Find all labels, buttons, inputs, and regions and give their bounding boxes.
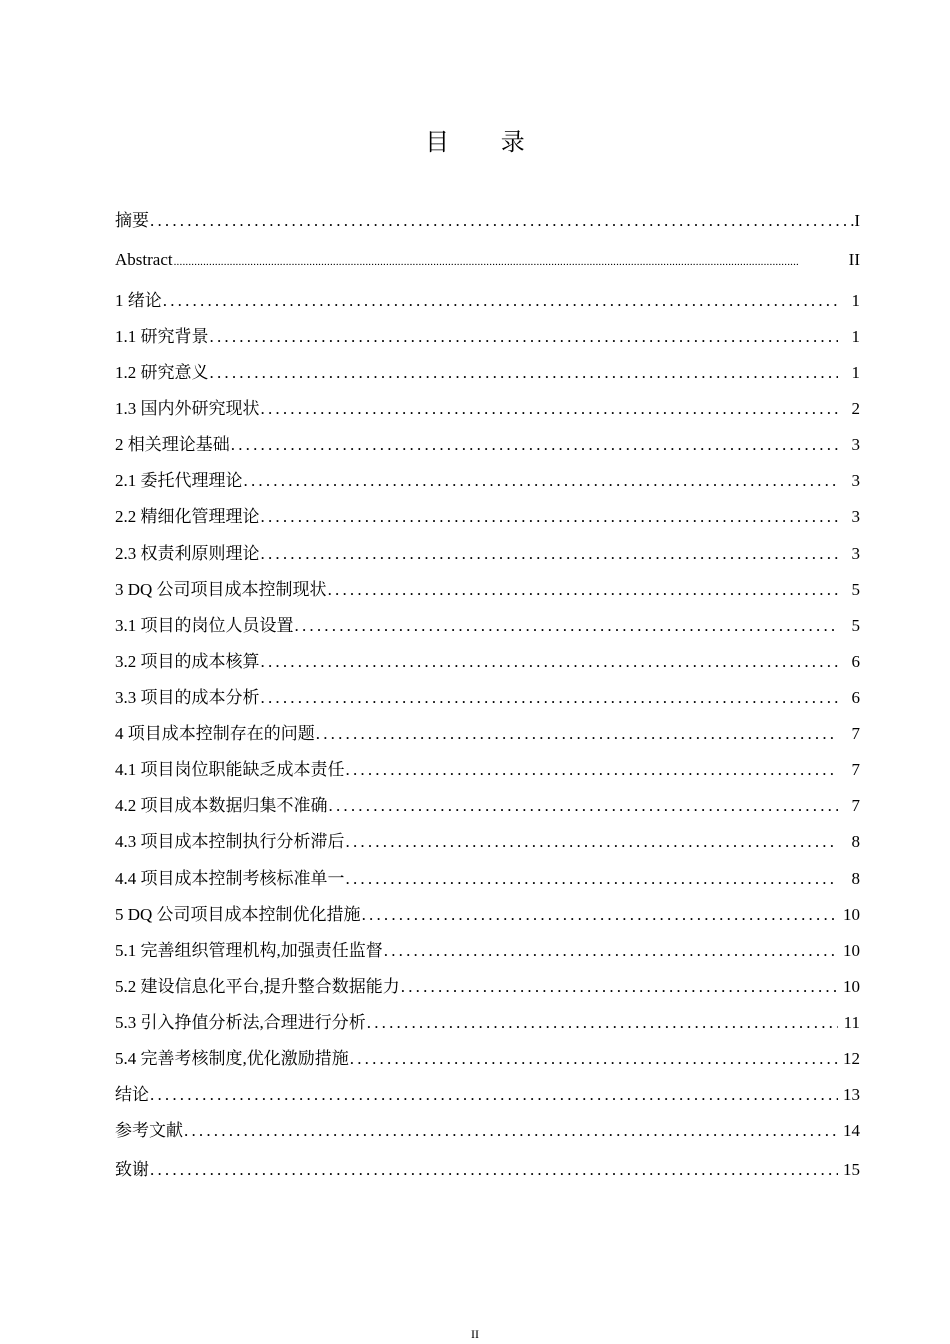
toc-entry-label: 3.2 项目的成本核算 xyxy=(115,652,260,671)
toc-leader xyxy=(163,291,838,311)
toc-entry[interactable] xyxy=(115,322,860,350)
toc-leader xyxy=(401,977,838,997)
toc-entry-page: II xyxy=(848,250,860,269)
toc-entry[interactable] xyxy=(115,250,860,278)
toc-leader xyxy=(261,652,839,672)
toc-leader xyxy=(328,580,838,600)
toc-entry[interactable] xyxy=(115,394,860,422)
toc-entry[interactable] xyxy=(115,864,860,892)
toc-entry-page: 3 xyxy=(851,471,860,490)
toc-entry[interactable] xyxy=(115,1044,860,1072)
toc-entry-page: 11 xyxy=(843,1013,860,1032)
toc-leader xyxy=(350,1049,838,1069)
toc-entry-label: 结论 xyxy=(115,1085,149,1104)
toc-entry[interactable] xyxy=(115,539,860,567)
toc-entry-page: 15 xyxy=(843,1160,860,1179)
toc-entry-label: 5.4 完善考核制度,优化激励措施 xyxy=(115,1049,349,1068)
toc-leader xyxy=(329,796,839,816)
toc-entry-label: 5 DQ 公司项目成本控制优化措施 xyxy=(115,905,361,924)
toc-entry[interactable] xyxy=(115,430,860,458)
toc-leader xyxy=(346,869,839,889)
toc-entry[interactable] xyxy=(115,611,860,639)
toc-entry-page: 3 xyxy=(851,544,860,563)
toc-entry-page: 10 xyxy=(843,905,860,924)
toc-entry-label: 4.4 项目成本控制考核标准单一 xyxy=(115,869,345,888)
toc-entry-label: 3.1 项目的岗位人员设置 xyxy=(115,616,294,635)
toc-leader xyxy=(346,760,839,780)
toc-entry-label: 5.2 建设信息化平台,提升整合数据能力 xyxy=(115,977,400,996)
toc-entry[interactable] xyxy=(115,358,860,386)
toc-entry-page: 3 xyxy=(851,435,860,454)
toc-entry-page: 5 xyxy=(851,616,860,635)
toc-leader xyxy=(210,327,839,347)
toc-leader xyxy=(261,399,839,419)
toc-entry-page: 2 xyxy=(851,399,860,418)
toc-entry-label: 4.1 项目岗位职能缺乏成本责任 xyxy=(115,760,345,779)
toc-title: 目 录 xyxy=(425,128,547,156)
toc-entry-page: 3 xyxy=(851,507,860,526)
toc-entry-page: 8 xyxy=(851,832,860,851)
toc-entry-label: 4.3 项目成本控制执行分析滞后 xyxy=(115,832,345,851)
toc-entry-page: 6 xyxy=(851,652,860,671)
toc-entry-label: 5.1 完善组织管理机构,加强责任监督 xyxy=(115,941,383,960)
toc-entry-page: 10 xyxy=(843,977,860,996)
toc-entry[interactable] xyxy=(115,1116,860,1144)
toc-entry-page: 13 xyxy=(843,1085,860,1104)
toc-leader xyxy=(150,1160,838,1180)
toc-entry[interactable] xyxy=(115,900,860,928)
toc-entry-page: 1 xyxy=(851,363,860,382)
page-number: II xyxy=(471,1327,479,1341)
toc-entry-label: 2.1 委托代理理论 xyxy=(115,471,243,490)
toc-entry[interactable] xyxy=(115,1080,860,1108)
toc-entry[interactable] xyxy=(115,502,860,530)
toc-leader xyxy=(174,256,849,268)
toc-entry-page: 7 xyxy=(851,796,860,815)
toc-entry-label: Abstract xyxy=(115,250,173,269)
toc-entry-label: 4.2 项目成本数据归集不准确 xyxy=(115,796,328,815)
toc-entry[interactable] xyxy=(115,683,860,711)
toc-entry-label: 1.3 国内外研究现状 xyxy=(115,399,260,418)
toc-entry-page: 6 xyxy=(851,688,860,707)
toc-entry[interactable] xyxy=(115,719,860,747)
toc-entry[interactable] xyxy=(115,575,860,603)
toc-entry-label: 致谢 xyxy=(115,1160,149,1179)
toc-leader xyxy=(367,1013,838,1033)
toc-entry[interactable] xyxy=(115,1155,860,1183)
toc-entry-label: 1.2 研究意义 xyxy=(115,363,209,382)
toc-entry-label: 2 相关理论基础 xyxy=(115,435,230,454)
toc-entry[interactable] xyxy=(115,936,860,964)
toc-entry[interactable] xyxy=(115,755,860,783)
toc-entry-page: 1 xyxy=(851,291,860,310)
toc-entry[interactable] xyxy=(115,286,860,314)
toc-entry-page: 10 xyxy=(843,941,860,960)
toc-entry-label: 5.3 引入挣值分析法,合理进行分析 xyxy=(115,1013,366,1032)
toc-leader xyxy=(244,471,839,491)
toc-entry-label: 3 DQ 公司项目成本控制现状 xyxy=(115,580,327,599)
toc-leader xyxy=(231,435,838,455)
toc-entry-page: 7 xyxy=(851,760,860,779)
toc-leader xyxy=(184,1121,838,1141)
toc-leader xyxy=(210,363,839,383)
toc-entry[interactable] xyxy=(115,206,860,234)
toc-leader xyxy=(362,905,838,925)
toc-entry[interactable] xyxy=(115,827,860,855)
toc-entry-label: 3.3 项目的成本分析 xyxy=(115,688,260,707)
toc-entry-page: 7 xyxy=(851,724,860,743)
toc-entry-page: 1 xyxy=(851,327,860,346)
toc-leader xyxy=(316,724,838,744)
toc-leader xyxy=(384,941,838,961)
toc-leader xyxy=(150,211,854,231)
toc-entry[interactable] xyxy=(115,972,860,1000)
toc-leader xyxy=(346,832,839,852)
toc-entry-label: 参考文献 xyxy=(115,1121,183,1140)
toc-entry-page: 5 xyxy=(851,580,860,599)
toc-entry-label: 1 绪论 xyxy=(115,291,162,310)
toc-leader xyxy=(261,688,839,708)
toc-entry-label: 4 项目成本控制存在的问题 xyxy=(115,724,315,743)
toc-entry-page: 14 xyxy=(843,1121,860,1140)
toc-entry-label: 2.2 精细化管理理论 xyxy=(115,507,260,526)
toc-leader xyxy=(261,544,839,564)
toc-entry-label: 摘要 xyxy=(115,211,149,230)
toc-entry-label: 2.3 权责利原则理论 xyxy=(115,544,260,563)
toc-entry[interactable] xyxy=(115,1008,860,1036)
toc-leader xyxy=(150,1085,838,1105)
toc-entry-page: 8 xyxy=(851,869,860,888)
toc-entry[interactable] xyxy=(115,466,860,494)
toc-leader xyxy=(295,616,839,636)
toc-entry-page: I xyxy=(854,211,860,230)
toc-entry-page: 12 xyxy=(843,1049,860,1068)
toc-leader xyxy=(261,507,839,527)
toc-entry[interactable] xyxy=(115,791,860,819)
toc-entry[interactable] xyxy=(115,647,860,675)
toc-entry-label: 1.1 研究背景 xyxy=(115,327,209,346)
